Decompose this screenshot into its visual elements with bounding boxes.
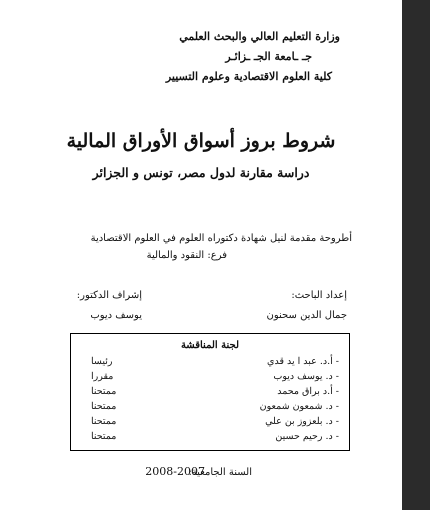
thesis-statement: أطروحة مقدمة لنيل شهادة دكتوراه العلوم في العلوم الاقتصادية bbox=[90, 233, 352, 244]
ministry-line: وزارة التعليم العالي والبحث العلمي bbox=[179, 30, 340, 43]
committee-title: لجنة المناقشة bbox=[180, 340, 240, 351]
member-role: ممتحنا bbox=[91, 416, 117, 427]
prepared-by-label: إعداد الباحث: bbox=[291, 290, 347, 301]
thesis-subtitle: دراسة مقارنة لدول مصر، تونس و الجزائر bbox=[92, 165, 310, 180]
committee-member bbox=[81, 416, 339, 430]
member-name: - د. بلعزوز بن علي bbox=[265, 416, 339, 427]
member-name: - د. رحيم حسين bbox=[275, 431, 339, 442]
member-role: ممتحنا bbox=[91, 431, 117, 442]
member-role: مقررا bbox=[91, 371, 114, 382]
committee-member bbox=[81, 386, 339, 400]
member-name: - د. شمعون شمعون bbox=[259, 401, 339, 412]
committee-member bbox=[81, 401, 339, 415]
member-role: ممتحنا bbox=[91, 401, 117, 412]
member-role: رئيسا bbox=[91, 356, 113, 367]
university-line: جـ ـامعة الجـ ـزائـر bbox=[225, 50, 312, 63]
supervisor-label: إشراف الدكتور: bbox=[76, 290, 142, 301]
faculty-line: كلية العلوم الاقتصادية وعلوم التسيير bbox=[165, 70, 332, 83]
academic-year-value: 2008-2007 bbox=[145, 465, 205, 478]
member-name: - أ.د براق محمد bbox=[277, 386, 339, 397]
thesis-branch: فرع: النقود والمالية bbox=[146, 250, 227, 261]
viewer-side-panel bbox=[402, 0, 430, 510]
committee-box bbox=[70, 333, 350, 451]
member-name: - أ.د. عبد ا يد قدي bbox=[267, 356, 339, 367]
prepared-by-name: جمال الدين سحنون bbox=[266, 310, 347, 321]
academic-year-label: السنة الجامعية: bbox=[188, 467, 252, 478]
thesis-title: شروط بروز أسواق الأوراق المالية bbox=[66, 130, 336, 152]
member-name: - د. يوسف ديوب bbox=[273, 371, 339, 382]
committee-member bbox=[81, 371, 339, 385]
committee-member bbox=[81, 431, 339, 445]
member-role: ممتحنا bbox=[91, 386, 117, 397]
committee-member bbox=[81, 356, 339, 370]
supervisor-name: يوسف ديوب bbox=[90, 310, 142, 321]
